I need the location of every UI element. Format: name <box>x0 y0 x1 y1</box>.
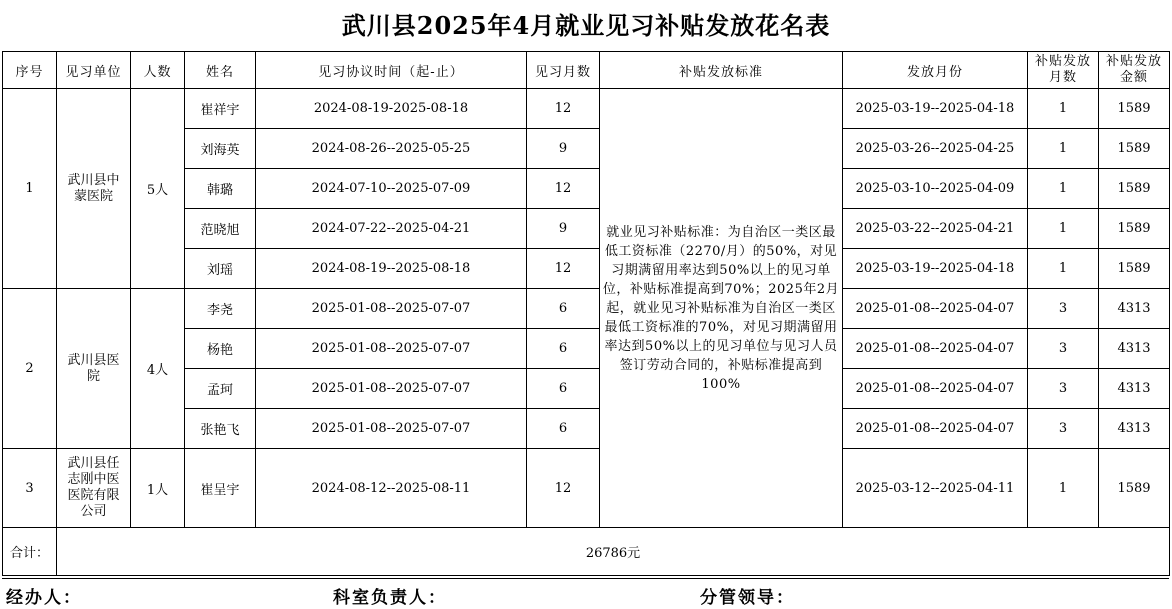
months-cell: 12 <box>527 169 600 209</box>
signature-footer <box>0 583 1172 608</box>
pay-count-cell: 1 <box>1028 169 1099 209</box>
total-value: 26786元 <box>57 528 1170 576</box>
seq-cell: 1 <box>3 89 57 289</box>
period-cell: 2025-01-08--2025-07-07 <box>256 369 527 409</box>
amount-cell: 4313 <box>1099 329 1170 369</box>
name-cell: 刘瑶 <box>185 249 256 289</box>
name-cell: 崔呈宇 <box>185 449 256 528</box>
months-cell: 6 <box>527 329 600 369</box>
name-cell: 韩璐 <box>185 169 256 209</box>
subsidy-table-container <box>0 51 1172 576</box>
months-cell: 9 <box>527 209 600 249</box>
pay-count-cell: 3 <box>1028 409 1099 449</box>
name-cell: 孟珂 <box>185 369 256 409</box>
months-cell: 12 <box>527 89 600 129</box>
months-cell: 12 <box>527 249 600 289</box>
standard-cell: 就业见习补贴标准：为自治区一类区最低工资标准（2270/月）的50%，对见习期满留用率达到50%以上的见习单位，补贴标准提高到70%；2025年2月起，就业见习补贴标准为自治区一类区最低工资标准的70%，对见习期满留用率达到50%以上的见习单位与见习人员签订劳动合同的，补贴标准提高到100% <box>600 89 843 528</box>
name-cell: 刘海英 <box>185 129 256 169</box>
pay-count-cell: 1 <box>1028 89 1099 129</box>
period-cell: 2024-07-10--2025-07-09 <box>256 169 527 209</box>
pay-month-cell: 2025-01-08--2025-04-07 <box>843 409 1028 449</box>
amount-cell: 1589 <box>1099 169 1170 209</box>
header-name: 姓名 <box>185 52 256 89</box>
period-cell: 2024-08-12--2025-08-11 <box>256 449 527 528</box>
amount-cell: 1589 <box>1099 249 1170 289</box>
unit-cell: 武川县医院 <box>57 289 131 449</box>
pay-month-cell: 2025-03-10--2025-04-09 <box>843 169 1028 209</box>
amount-cell: 4313 <box>1099 289 1170 329</box>
pay-month-cell: 2025-03-12--2025-04-11 <box>843 449 1028 528</box>
name-cell: 范晓旭 <box>185 209 256 249</box>
pay-month-cell: 2025-03-26--2025-04-25 <box>843 129 1028 169</box>
pay-count-cell: 1 <box>1028 129 1099 169</box>
pay-month-cell: 2025-03-22--2025-04-21 <box>843 209 1028 249</box>
period-cell: 2025-01-08--2025-07-07 <box>256 289 527 329</box>
amount-cell: 1589 <box>1099 89 1170 129</box>
amount-cell: 1589 <box>1099 449 1170 528</box>
table-row <box>3 289 1170 329</box>
period-cell: 2024-07-22--2025-04-21 <box>256 209 527 249</box>
pay-count-cell: 3 <box>1028 329 1099 369</box>
months-cell: 12 <box>527 449 600 528</box>
months-cell: 6 <box>527 409 600 449</box>
header-period: 见习协议时间（起-止） <box>256 52 527 89</box>
pay-month-cell: 2025-03-19--2025-04-18 <box>843 249 1028 289</box>
pay-count-cell: 1 <box>1028 249 1099 289</box>
total-label: 合计： <box>3 528 57 576</box>
pay-count-cell: 1 <box>1028 209 1099 249</box>
section-head-label: 科室负责人： <box>333 588 447 608</box>
table-row <box>3 449 1170 528</box>
period-cell: 2025-01-08--2025-07-07 <box>256 329 527 369</box>
period-cell: 2024-08-19-2025-08-18 <box>256 89 527 129</box>
unit-cell: 武川县中蒙医院 <box>57 89 131 289</box>
months-cell: 9 <box>527 129 600 169</box>
pay-month-cell: 2025-03-19--2025-04-18 <box>843 89 1028 129</box>
seq-cell: 2 <box>3 289 57 449</box>
total-row <box>3 528 1170 576</box>
name-cell: 崔祥宇 <box>185 89 256 129</box>
page-title: 武川县2025年4月就业见习补贴发放花名表 <box>341 11 831 40</box>
header-count: 人数 <box>131 52 185 89</box>
header-seq: 序号 <box>3 52 57 89</box>
seq-cell: 3 <box>3 449 57 528</box>
name-cell: 李尧 <box>185 289 256 329</box>
amount-cell: 1589 <box>1099 209 1170 249</box>
count-cell: 1人 <box>131 449 185 528</box>
period-cell: 2024-08-19--2025-08-18 <box>256 249 527 289</box>
header-standard: 补贴发放标准 <box>600 52 843 89</box>
pay-month-cell: 2025-01-08--2025-04-07 <box>843 289 1028 329</box>
pay-month-cell: 2025-01-08--2025-04-07 <box>843 369 1028 409</box>
count-cell: 5人 <box>131 89 185 289</box>
header-amount: 补贴发放金额 <box>1099 52 1170 89</box>
header-pay-count: 补贴发放月数 <box>1028 52 1099 89</box>
subsidy-table <box>2 51 1170 576</box>
months-cell: 6 <box>527 289 600 329</box>
header-unit: 见习单位 <box>57 52 131 89</box>
name-cell: 张艳飞 <box>185 409 256 449</box>
pay-count-cell: 3 <box>1028 369 1099 409</box>
name-cell: 杨艳 <box>185 329 256 369</box>
header-months: 见习月数 <box>527 52 600 89</box>
months-cell: 6 <box>527 369 600 409</box>
header-row <box>3 52 1170 89</box>
table-row <box>3 89 1170 129</box>
pay-month-cell: 2025-01-08--2025-04-07 <box>843 329 1028 369</box>
footer-divider <box>2 578 1169 579</box>
unit-cell: 武川县任志刚中医医院有限公司 <box>57 449 131 528</box>
pay-count-cell: 3 <box>1028 289 1099 329</box>
handler-label: 经办人： <box>6 588 82 608</box>
period-cell: 2024-08-26--2025-05-25 <box>256 129 527 169</box>
amount-cell: 4313 <box>1099 369 1170 409</box>
period-cell: 2025-01-08--2025-07-07 <box>256 409 527 449</box>
leader-label: 分管领导： <box>700 588 795 608</box>
header-pay-month: 发放月份 <box>843 52 1028 89</box>
pay-count-cell: 1 <box>1028 449 1099 528</box>
amount-cell: 4313 <box>1099 409 1170 449</box>
amount-cell: 1589 <box>1099 129 1170 169</box>
count-cell: 4人 <box>131 289 185 449</box>
